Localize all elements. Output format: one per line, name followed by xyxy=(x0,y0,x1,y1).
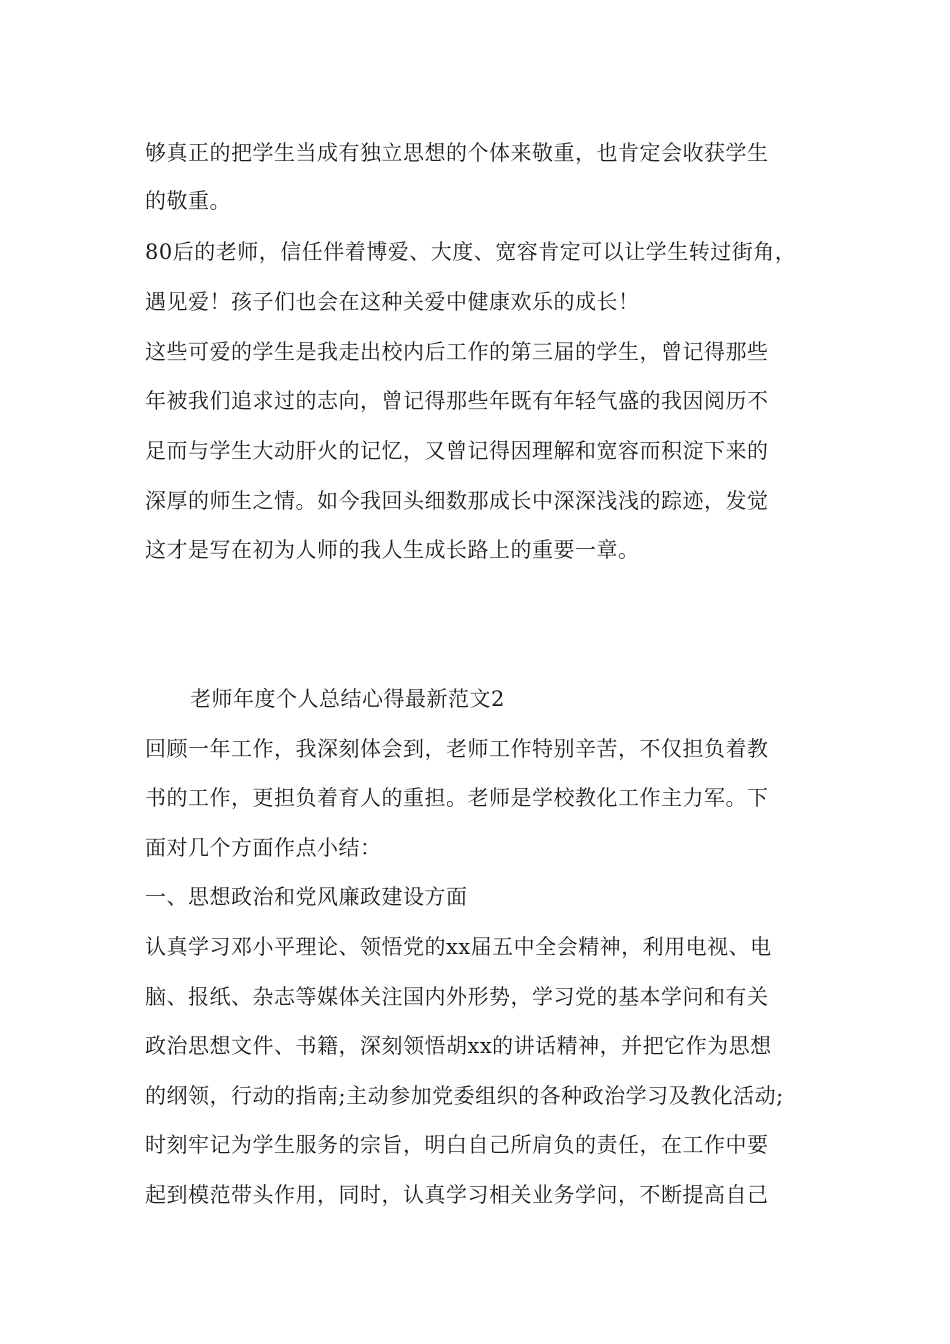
paragraph-line: 起到模范带头作用，同时，认真学习相关业务学问，不断提高自己 xyxy=(145,1183,769,1207)
paragraph-line: 足而与学生大动肝火的记忆，又曾记得因理解和宽容而积淀下来的 xyxy=(145,439,769,463)
paragraph-line: 这才是写在初为人师的我人生成长路上的重要一章。 xyxy=(145,538,640,562)
paragraph-line: 回顾一年工作，我深刻体会到，老师工作特别辛苦，不仅担负着教 xyxy=(145,737,769,761)
subsection-heading: 一、思想政治和党风廉政建设方面 xyxy=(145,885,468,909)
paragraph-line: 政治思想文件、书籍，深刻领悟胡xx的讲话精神，并把它作为思想 xyxy=(145,1034,772,1058)
paragraph-line: 面对几个方面作点小结： xyxy=(145,836,382,860)
paragraph-line: 认真学习邓小平理论、领悟党的xx届五中全会精神，利用电视、电 xyxy=(145,935,772,959)
section-heading: 老师年度个人总结心得最新范文2 xyxy=(190,687,505,711)
paragraph-line: 这些可爱的学生是我走出校内后工作的第三届的学生，曾记得那些 xyxy=(145,340,769,364)
paragraph-line: 的敬重。 xyxy=(145,189,231,213)
paragraph-line: 的纲领，行动的指南;主动参加党委组织的各种政治学习及教化活动; xyxy=(145,1084,784,1108)
paragraph-line: 书的工作，更担负着育人的重担。老师是学校教化工作主力军。下 xyxy=(145,786,769,810)
paragraph-line: 脑、报纸、杂志等媒体关注国内外形势，学习党的基本学问和有关 xyxy=(145,985,769,1009)
paragraph-line: 深厚的师生之情。如今我回头细数那成长中深深浅浅的踪迹，发觉 xyxy=(145,489,769,513)
paragraph-line: 遇见爱！孩子们也会在这种关爱中健康欢乐的成长！ xyxy=(145,290,640,314)
paragraph-line: 80后的老师，信任伴着博爱、大度、宽容肯定可以让学生转过街角， xyxy=(145,240,797,264)
paragraph-line: 够真正的把学生当成有独立思想的个体来敬重，也肯定会收获学生 xyxy=(145,141,769,165)
paragraph-line: 年被我们追求过的志向，曾记得那些年既有年轻气盛的我因阅历不 xyxy=(145,389,769,413)
paragraph-line: 时刻牢记为学生服务的宗旨，明白自己所肩负的责任，在工作中要 xyxy=(145,1133,769,1157)
